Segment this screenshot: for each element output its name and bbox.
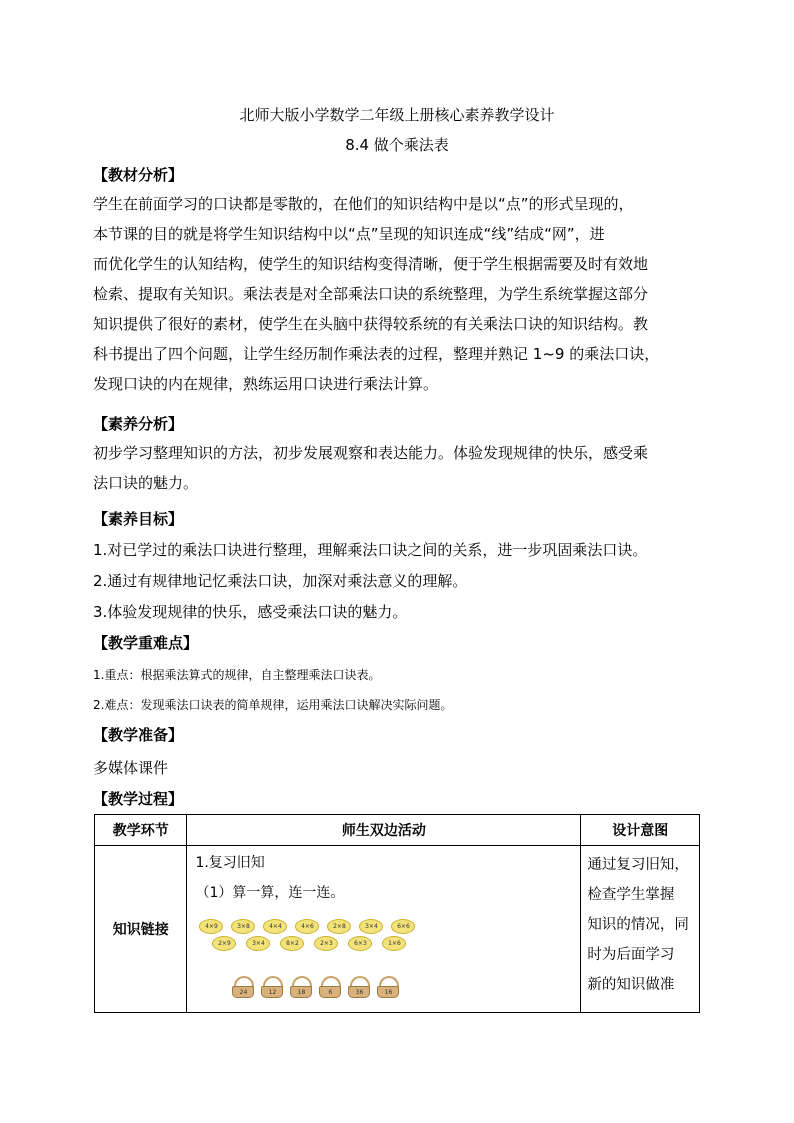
- goal-item: 2.通过有规律地记忆乘法口诀，加深对乘法意义的理解。: [93, 572, 468, 590]
- paragraph-line: 检索、提取有关知识。乘法表是对全部乘法口诀的系统整理，为学生系统掌握这部分: [93, 285, 649, 303]
- basket-label: 12: [261, 986, 283, 998]
- goal-item: 3.体验发现规律的快乐，感受乘法口诀的魅力。: [93, 603, 408, 621]
- activity-title: 1.复习旧知: [195, 855, 265, 871]
- lemon-expression: 3×8: [231, 919, 255, 934]
- literacy-goals-heading: 【素养目标】: [93, 510, 184, 528]
- paragraph-line: 知识提供了很好的素材，使学生在头脑中获得较系统的有关乘法口诀的知识结构。教: [93, 315, 649, 333]
- key-point-item: 1.重点：根据乘法算式的规律，自主整理乘法口诀表。: [93, 668, 381, 682]
- textbook-analysis-heading: 【教材分析】: [93, 166, 184, 184]
- lemon-expression: 3×4: [359, 919, 383, 934]
- lesson-title: 8.4 做个乘法表: [345, 136, 449, 154]
- intent-line: 通过复习旧知，: [587, 857, 689, 873]
- lemon-expression: 4×6: [295, 919, 319, 934]
- column-header-activity: 师生双边活动: [187, 815, 581, 846]
- basket-label: 36: [348, 986, 370, 998]
- paragraph-line: 而优化学生的认知结构，使学生的知识结构变得清晰，便于学生根据需要及时有效地: [93, 255, 649, 273]
- paragraph-line: 发现口诀的内在规律，熟练运用口诀进行乘法计算。: [93, 375, 439, 393]
- intent-line: 检查学生掌握: [587, 887, 675, 903]
- basket-label: 6: [319, 986, 341, 998]
- basket-label: 18: [290, 986, 312, 998]
- activity-content: [187, 846, 580, 1012]
- teaching-process-table: [94, 814, 700, 1013]
- intent-line: 新的知识做准: [587, 977, 675, 993]
- basket-label: 16: [377, 986, 399, 998]
- intent-cell: [581, 846, 700, 1013]
- lemon-expression: 2×8: [327, 919, 351, 934]
- intent-text: [581, 846, 699, 1012]
- intent-line: 时为后面学习: [587, 947, 675, 963]
- activity-subtitle: （1）算一算，连一连。: [195, 885, 345, 901]
- document-title: 北师大版小学数学二年级上册核心素养教学设计: [239, 106, 555, 124]
- lemon-expression: 3×4: [246, 936, 270, 951]
- paragraph-line: 本节课的目的就是将学生知识结构中以“点”呈现的知识连成“线”结成“网”，进: [93, 225, 605, 243]
- literacy-analysis-heading: 【素养分析】: [93, 415, 184, 433]
- paragraph-line: 初步学习整理知识的方法，初步发展观察和表达能力。体验发现规律的快乐，感受乘: [93, 444, 649, 462]
- key-points-heading: 【教学重难点】: [93, 634, 199, 652]
- lemon-expression: 4×4: [263, 919, 287, 934]
- lemon-expression: 2×9: [212, 936, 236, 951]
- basket-answer: [290, 976, 312, 998]
- process-heading: 【教学过程】: [93, 790, 184, 808]
- difficult-point-item: 2.难点：发现乘法口诀表的简单规律，运用乘法口诀解决实际问题。: [93, 698, 453, 712]
- table-header-row: [95, 815, 700, 846]
- literacy-analysis-paragraph: [93, 438, 703, 498]
- column-header-intent: 设计意图: [581, 815, 700, 846]
- basket-answer: [377, 976, 399, 998]
- preparation-text: 多媒体课件: [93, 759, 169, 777]
- preparation-heading: 【教学准备】: [93, 726, 184, 744]
- table-row: [95, 846, 700, 1013]
- lemon-expression: 8×2: [280, 936, 304, 951]
- lemon-expression: 6×3: [348, 936, 372, 951]
- paragraph-line: 法口诀的魅力。: [93, 474, 199, 492]
- goal-item: 1.对已学过的乘法口诀进行整理，理解乘法口诀之间的关系，进一步巩固乘法口诀。: [93, 541, 648, 559]
- basket-answer: [348, 976, 370, 998]
- basket-answer: [232, 976, 254, 998]
- intent-line: 知识的情况，同: [587, 917, 689, 933]
- lemon-expression: 4×9: [199, 919, 223, 934]
- basket-answer: [319, 976, 341, 998]
- column-header-stage: 教学环节: [95, 815, 187, 846]
- textbook-analysis-paragraph: [93, 189, 703, 399]
- basket-label: 24: [232, 986, 254, 998]
- lemon-expression: 6×6: [391, 919, 415, 934]
- activity-cell: [187, 846, 581, 1013]
- stage-cell: 知识链接: [95, 846, 187, 1013]
- lemon-expression: 1×6: [382, 936, 406, 951]
- basket-answer: [261, 976, 283, 998]
- paragraph-line: 科书提出了四个问题，让学生经历制作乘法表的过程，整理并熟记 1~9 的乘法口诀，: [93, 345, 660, 363]
- lemon-expression: 2×3: [314, 936, 338, 951]
- paragraph-line: 学生在前面学习的口诀都是零散的，在他们的知识结构中是以“点”的形式呈现的，: [93, 195, 634, 213]
